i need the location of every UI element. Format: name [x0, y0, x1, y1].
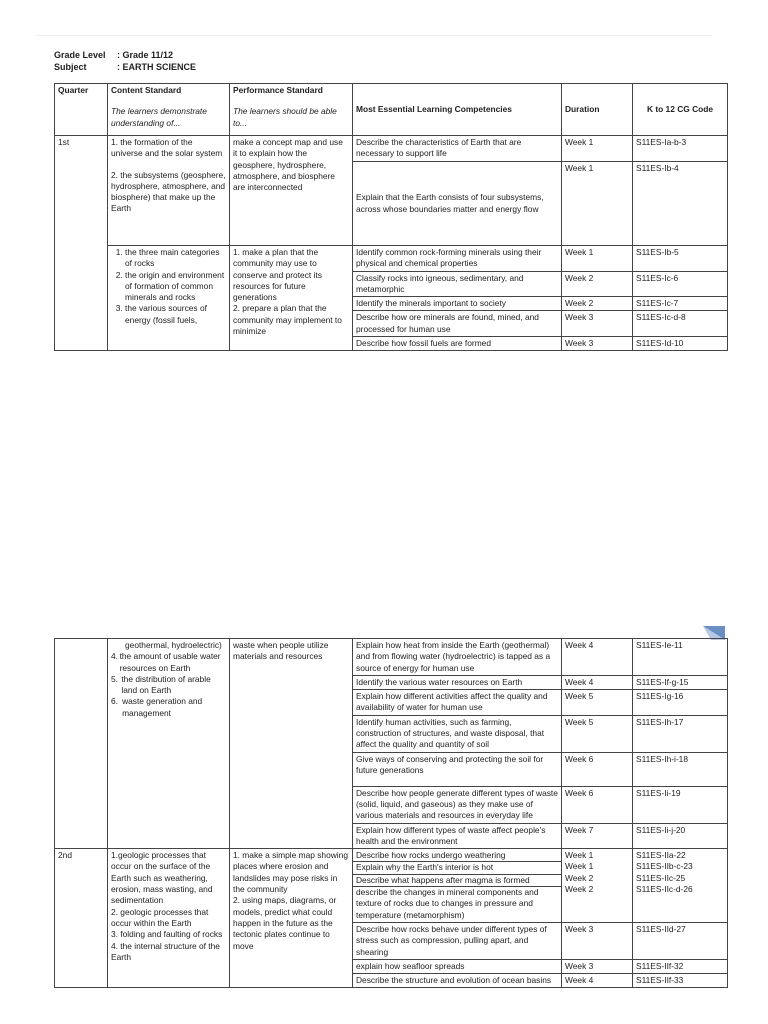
- content-item-2: 2. the subsystems (geosphere, hydrosphere, atmosphere, and biosphere) that make up the Earth: [111, 169, 226, 214]
- code-line: S11ES-IIc-25: [636, 872, 686, 883]
- content-list-item: 3. the various sources of energy (fossil fuels,: [125, 303, 226, 326]
- quarter-cell: 1st: [55, 136, 108, 351]
- duration-cell: Week 3: [562, 959, 633, 973]
- content-list-item: [111, 651, 226, 674]
- grade-level-label: Grade Level: [54, 50, 106, 60]
- duration-cell: Week 7: [562, 823, 633, 849]
- table-row: [55, 136, 728, 162]
- melc-line: Explain why the Earth's interior is hot: [353, 862, 561, 874]
- content-list-number: 6.: [111, 696, 118, 707]
- code-cell: S11ES-Id-10: [633, 337, 728, 351]
- code-cell: S11ES-Ib-4: [633, 162, 728, 246]
- content-list-item: 1. the three main categories of rocks: [125, 247, 226, 270]
- code-cell: S11ES-Ii-j-20: [633, 823, 728, 849]
- content-list-text: the distribution of arable land on Earth: [121, 673, 211, 696]
- code-cell: S11ES-IIf-32: [633, 959, 728, 973]
- performance-standard-cell: [230, 246, 353, 351]
- content-item-1: 1. the formation of the universe and the solar system: [111, 137, 223, 159]
- duration-line: Week 1: [565, 850, 594, 861]
- melc-cell: Describe how ore minerals are found, mined, and processed for human use: [353, 311, 562, 337]
- melc-line: Describe what happens after magma is formed: [353, 875, 561, 887]
- table-row: [55, 849, 728, 923]
- melc-cell: Explain that the Earth consists of four subsystems, across whose boundaries matter and energy flow: [353, 162, 562, 246]
- curriculum-table-page-1: [54, 83, 728, 351]
- melc-line: describe the changes in mineral components and texture of rocks due to changes in pressure and temperature (metamorphism): [356, 887, 539, 920]
- performance-item-2: 2. prepare a plan that the community may implement to minimize: [233, 303, 342, 337]
- content-list-text: the amount of usable water resources on Earth: [119, 651, 221, 673]
- duration-cell: Week 1: [562, 246, 633, 272]
- duration-cell: Week 4: [562, 675, 633, 689]
- melc-cell: Explain how heat from inside the Earth (geothermal) and from flowing water (hydroelectric) is tapped as a source of energy for human use: [353, 639, 562, 676]
- duration-cell: Week 2: [562, 297, 633, 311]
- quarter-cell: 2nd: [55, 849, 108, 988]
- header-melc: Most Essential Learning Competencies: [353, 84, 562, 136]
- melc-line: Describe how rocks undergo weathering: [353, 850, 561, 862]
- content-list-number: 4.: [111, 651, 118, 662]
- code-line: S11ES-IIb-c-23: [636, 861, 693, 872]
- header-performance-standard: [230, 84, 353, 136]
- header-code: K to 12 CG Code: [633, 84, 728, 136]
- header-performance-standard-label: Performance Standard: [233, 85, 323, 95]
- duration-cell: Week 1: [562, 162, 633, 246]
- header-duration: Duration: [562, 84, 633, 136]
- code-cell: S11ES-Ia-b-3: [633, 136, 728, 162]
- melc-cell: Identify the minerals important to society: [353, 297, 562, 311]
- code-cell: S11ES-Ie-11: [633, 639, 728, 676]
- content-list-item: [111, 696, 226, 719]
- melc-cell: Explain how different types of waste affect people's health and the environment: [353, 823, 562, 849]
- melc-cell: explain how seafloor spreads: [353, 959, 562, 973]
- content-standard-cell: [108, 136, 230, 246]
- code-cell: S11ES-Ih-i-18: [633, 752, 728, 786]
- duration-line: Week 1: [565, 861, 594, 872]
- content-item-1: 1.geologic processes that occur on the surface of the Earth such as weathering, erosion, mass wasting, and sedimentation: [111, 850, 213, 906]
- code-cell: S11ES-Ic-6: [633, 271, 728, 297]
- duration-cell: Week 6: [562, 786, 633, 823]
- code-cell: S11ES-IIf-33: [633, 974, 728, 988]
- duration-cell: [562, 849, 633, 923]
- header-content-standard: [108, 84, 230, 136]
- code-cell: [633, 849, 728, 923]
- performance-standard-cell: make a concept map and use it to explain how the geosphere, hydrosphere, atmosphere, and biosphere are interconnected: [230, 136, 353, 246]
- document-meta: [54, 49, 196, 73]
- content-list-item: [111, 674, 226, 697]
- duration-line: Week 2: [565, 872, 594, 883]
- performance-standard-subtext: The learners should be able to...: [233, 106, 337, 128]
- performance-standard-cell: waste when people utilize materials and resources: [230, 639, 353, 849]
- code-cell: S11ES-Ic-d-8: [633, 311, 728, 337]
- content-standard-subtext: The learners demonstrate understanding of...: [111, 106, 207, 128]
- melc-cell: Describe the characteristics of Earth that are necessary to support life: [353, 136, 562, 162]
- code-line: S11ES-IIc-d-26: [636, 884, 693, 895]
- page-top-rule: [36, 35, 712, 36]
- duration-cell: Week 6: [562, 752, 633, 786]
- melc-cell: Describe how people generate different types of waste (solid, liquid, and gaseous) as they make use of various materials and resources in everyday life: [353, 786, 562, 823]
- content-list-item: 2. the origin and environment of formation of common minerals and rocks: [125, 270, 226, 304]
- subject-label: Subject: [54, 62, 87, 72]
- table-row: [55, 639, 728, 676]
- melc-cell: Identify the various water resources on Earth: [353, 675, 562, 689]
- content-standard-cell: [108, 246, 230, 351]
- subject-value: : EARTH SCIENCE: [117, 62, 197, 72]
- duration-cell: Week 3: [562, 311, 633, 337]
- melc-cell: Classify rocks into igneous, sedimentary, and metamorphic: [353, 271, 562, 297]
- melc-cell: Identify human activities, such as farming, construction of structures, and waste disposal, that affect the quality and quantity of soil: [353, 715, 562, 752]
- code-cell: S11ES-IId-27: [633, 922, 728, 959]
- content-item-4: 4. the internal structure of the Earth: [111, 940, 220, 962]
- subject-row: [54, 61, 196, 73]
- melc-cell: Describe the structure and evolution of ocean basins: [353, 974, 562, 988]
- melc-cell: Identify common rock-forming minerals using their physical and chemical properties: [353, 246, 562, 272]
- melc-cell: Describe how fossil fuels are formed: [353, 337, 562, 351]
- content-list-text: waste generation and management: [122, 696, 203, 718]
- content-item-2: 2. geologic processes that occur within the Earth: [111, 906, 209, 928]
- code-cell: S11ES-Ic-7: [633, 297, 728, 311]
- code-cell: S11ES-If-g-15: [633, 675, 728, 689]
- code-cell: S11ES-Ib-5: [633, 246, 728, 272]
- duration-line: Week 2: [565, 884, 594, 895]
- performance-item-1: 1. make a plan that the community may use to conserve and protect its resources for future generations: [233, 247, 322, 303]
- content-standard-cell: [108, 639, 230, 849]
- header-quarter: Quarter: [55, 84, 108, 136]
- performance-item-1: 1. make a simple map showing places where erosion and landslides may pose risks in the community: [233, 850, 348, 895]
- duration-cell: Week 4: [562, 639, 633, 676]
- content-standard-cell: [108, 849, 230, 988]
- header-content-standard-label: Content Standard: [111, 85, 182, 95]
- table-header-row: [55, 84, 728, 136]
- content-list-number: 5.: [111, 673, 118, 684]
- performance-standard-cell: [230, 849, 353, 988]
- code-cell: S11ES-Ii-19: [633, 786, 728, 823]
- duration-cell: Week 3: [562, 922, 633, 959]
- content-item-3: 3. folding and faulting of rocks: [111, 929, 223, 940]
- melc-cell: Give ways of conserving and protecting the soil for future generations: [353, 752, 562, 786]
- grade-level-value: : Grade 11/12: [117, 50, 174, 60]
- performance-item-2: 2. using maps, diagrams, or models, predict what could happen in the future as the tectonic plates continue to move: [233, 895, 337, 951]
- curriculum-table-page-2: [54, 638, 728, 988]
- melc-cell: Describe how rocks behave under different types of stress such as compression, pulling apart, and shearing: [353, 922, 562, 959]
- duration-cell: Week 1: [562, 136, 633, 162]
- code-cell: S11ES-Ih-17: [633, 715, 728, 752]
- melc-cell: Explain how different activities affect the quality and availability of water for human use: [353, 690, 562, 716]
- code-cell: S11ES-Ig-16: [633, 690, 728, 716]
- duration-cell: Week 3: [562, 337, 633, 351]
- content-continued: geothermal, hydroelectric): [125, 640, 222, 650]
- duration-cell: Week 5: [562, 715, 633, 752]
- code-line: S11ES-IIa-22: [636, 850, 686, 861]
- duration-cell: Week 4: [562, 974, 633, 988]
- grade-level-row: [54, 49, 196, 61]
- duration-cell: Week 2: [562, 271, 633, 297]
- duration-cell: Week 5: [562, 690, 633, 716]
- melc-cell: [353, 849, 562, 923]
- table-row: [55, 246, 728, 272]
- quarter-cell-empty: [55, 639, 108, 849]
